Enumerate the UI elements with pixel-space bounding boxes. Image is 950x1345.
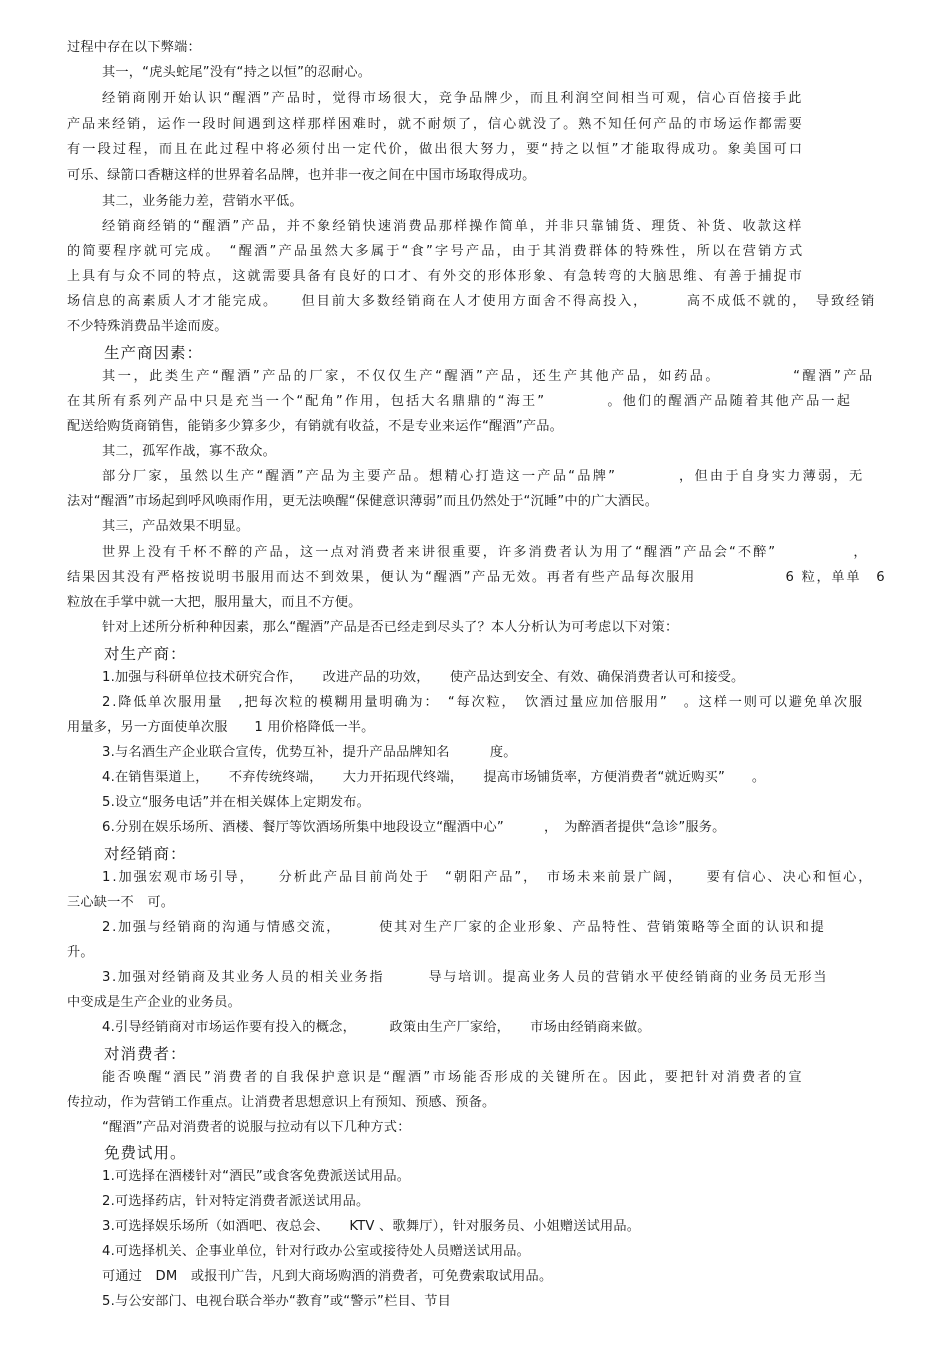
paragraph-line: 法对“醒酒”市场起到呼风唤雨作用，更无法唤醒“保健意识薄弱”而且仍然处于“沉睡”中的广大酒民。 <box>67 494 659 509</box>
paragraph-line: 经销商刚开始认识“醒酒”产品时，觉得市场很大，竞争品牌少，而且利润空间相当可观，信心百倍接手此 <box>102 91 804 106</box>
paragraph-line: 5.与公安部门、电视台联合举办“教育”或“警示”栏目、节目 <box>102 1294 452 1309</box>
paragraph-line: 中变成是生产企业的业务员。 <box>67 995 242 1010</box>
paragraph-line: 世界上没有千杯不醉的产品，这一点对消费者来讲很重要，许多消费者认为用了“醒酒”产品会“不醉” ， <box>102 545 869 560</box>
section-heading: 免费试用。 <box>104 1144 187 1162</box>
paragraph-line: 传拉动，作为营销工作重点。让消费者思想意识上有预知、预感、预备。 <box>67 1095 496 1110</box>
paragraph-line: 4.可选择机关、企事业单位，针对行政办公室或接待处人员赠送试用品。 <box>102 1244 530 1259</box>
paragraph-line: 配送给购货商销售，能销多少算多少，有销就有收益，不是专业来运作“醒酒”产品。 <box>67 419 564 434</box>
paragraph-line: 3.与名酒生产企业联合宣传，优势互补，提升产品品牌知名 度。 <box>102 745 517 760</box>
paragraph-line: 经销商经销的“醒酒”产品，并不象经销快速消费品那样操作简单，并非只靠铺货、理货、补货、收款这样 <box>102 219 804 234</box>
paragraph-line: 其三，产品效果不明显。 <box>102 519 250 534</box>
paragraph-line: 针对上述所分析种种因素，那么“醒酒”产品是否已经走到尽头了？本人分析认为可考虑以下对策： <box>102 620 679 635</box>
paragraph-line: 可通过 DM 或报刊广告，凡到大商场购酒的消费者，可免费索取试用品。 <box>102 1269 553 1284</box>
paragraph-line: 在其所有系列产品中只是充当一个“配角”作用，包括大名鼎鼎的“海王” 。他们的醒酒产品随着其他产品一起 <box>67 394 853 409</box>
paragraph-line: 2.降低单次服用量 ,把每次粒的模糊用量明确为： “每次粒， 饮酒过量应加倍服用” 。这样一则可以避免单次服 <box>102 695 864 710</box>
paragraph-line: 5.设立“服务电话”并在相关媒体上定期发布。 <box>102 795 371 810</box>
paragraph-line: 场信息的高素质人才才能完成。 但目前大多数经销商在人才使用方面舍不得高投入， 高不成低不就的， 导致经销 <box>67 294 877 309</box>
paragraph-line: 其二，业务能力差，营销水平低。 <box>102 194 303 209</box>
section-heading: 生产商因素： <box>104 344 204 362</box>
paragraph-line: 产品来经销，运作一段时间遇到这样那样困难时，就不耐烦了，信心就没了。熟不知任何产品的市场运作都需要 <box>67 117 804 132</box>
paragraph-line: 部分厂家，虽然以生产“醒酒”产品为主要产品。想精心打造这一产品“品牌” ，但由于自身实力薄弱，无 <box>102 469 865 484</box>
section-heading: 对经销商： <box>104 845 187 863</box>
paragraph-line: 不少特殊消费品半途而废。 <box>67 319 228 334</box>
paragraph-line: 其一，此类生产“醒酒”产品的厂家，不仅仅生产“醒酒”产品，还生产其他产品，如药品。 “醒酒”产品 <box>102 369 875 384</box>
paragraph-line: 可乐、绿箭口香糖这样的世界着名品牌，也并非一夜之间在中国市场取得成功。 <box>67 168 536 183</box>
paragraph-line: 2.可选择药店，针对特定消费者派送试用品。 <box>102 1194 370 1209</box>
paragraph-line: 3.可选择娱乐场所（如酒吧、夜总会、 KTV 、歌舞厅），针对服务员、小姐赠送试用品。 <box>102 1219 641 1234</box>
paragraph-line: 升。 <box>67 945 94 960</box>
paragraph-line: 3.加强对经销商及其业务人员的相关业务指 导与培训。提高业务人员的营销水平使经销商的业务员无形当 <box>102 970 828 985</box>
paragraph-line: 4.在销售渠道上， 不弃传统终端， 大力开拓现代终端， 提高市场铺货率，方便消费者“就近购买” 。 <box>102 770 766 785</box>
paragraph-line: “醒酒”产品对消费者的说服与拉动有以下几种方式： <box>102 1120 411 1135</box>
paragraph-line: 有一段过程，而且在此过程中将必须付出一定代价，做出很大努力，要“持之以恒”才能取得成功。象美国可口 <box>67 142 805 157</box>
paragraph-line: 结果因其没有严格按说明书服用而达不到效果，便认为“醒酒”产品无效。再者有些产品每次服用 6 粒，单单 6 <box>67 570 887 585</box>
paragraph-line: 1.可选择在酒楼针对“酒民”或食客免费派送试用品。 <box>102 1169 411 1184</box>
paragraph-line: 1.加强与科研单位技术研究合作， 改进产品的功效， 使产品达到安全、有效、确保消费者认可和接受。 <box>102 670 745 685</box>
section-heading: 对生产商： <box>104 645 187 663</box>
paragraph-line: 能否唤醒“酒民”消费者的自我保护意识是“醒酒”市场能否形成的关键所在。因此，要把针对消费者的宣 <box>102 1070 804 1085</box>
paragraph-line: 4.引导经销商对市场运作要有投入的概念， 政策由生产厂家给， 市场由经销商来做。 <box>102 1020 651 1035</box>
paragraph-line: 的简要程序就可完成。 “醒酒”产品虽然大多属于“食”字号产品，由于其消费群体的特殊性，所以在营销方式 <box>67 244 805 259</box>
paragraph-line: 用量多，另一方面使单次服 1 用价格降低一半。 <box>67 720 375 735</box>
paragraph-line: 6.分别在娱乐场所、酒楼、餐厅等饮酒场所集中地段设立“醒酒中心” ， 为醉酒者提供“急诊”服务。 <box>102 820 726 835</box>
paragraph-line: 其一，“虎头蛇尾”没有“持之以恒”的忍耐心。 <box>102 65 372 80</box>
paragraph-line: 粒放在手掌中就一大把，服用量大，而且不方便。 <box>67 595 362 610</box>
paragraph-line: 过程中存在以下弊端： <box>67 40 201 55</box>
paragraph-line: 三心缺一不 可。 <box>67 895 175 910</box>
paragraph-line: 其二，孤军作战，寡不敌众。 <box>102 444 277 459</box>
paragraph-line: 上具有与众不同的特点，这就需要具备有良好的口才、有外交的形体形象、有急转弯的大脑思维、有善于捕捉市 <box>67 269 804 284</box>
paragraph-line: 1.加强宏观市场引导， 分析此产品目前尚处于 “朝阳产品”， 市场未来前景广阔， 要有信心、决心和恒心， <box>102 870 874 885</box>
section-heading: 对消费者： <box>104 1045 187 1063</box>
paragraph-line: 2.加强与经销商的沟通与情感交流， 使其对生产厂家的企业形象、产品特性、营销策略等全面的认识和提 <box>102 920 826 935</box>
